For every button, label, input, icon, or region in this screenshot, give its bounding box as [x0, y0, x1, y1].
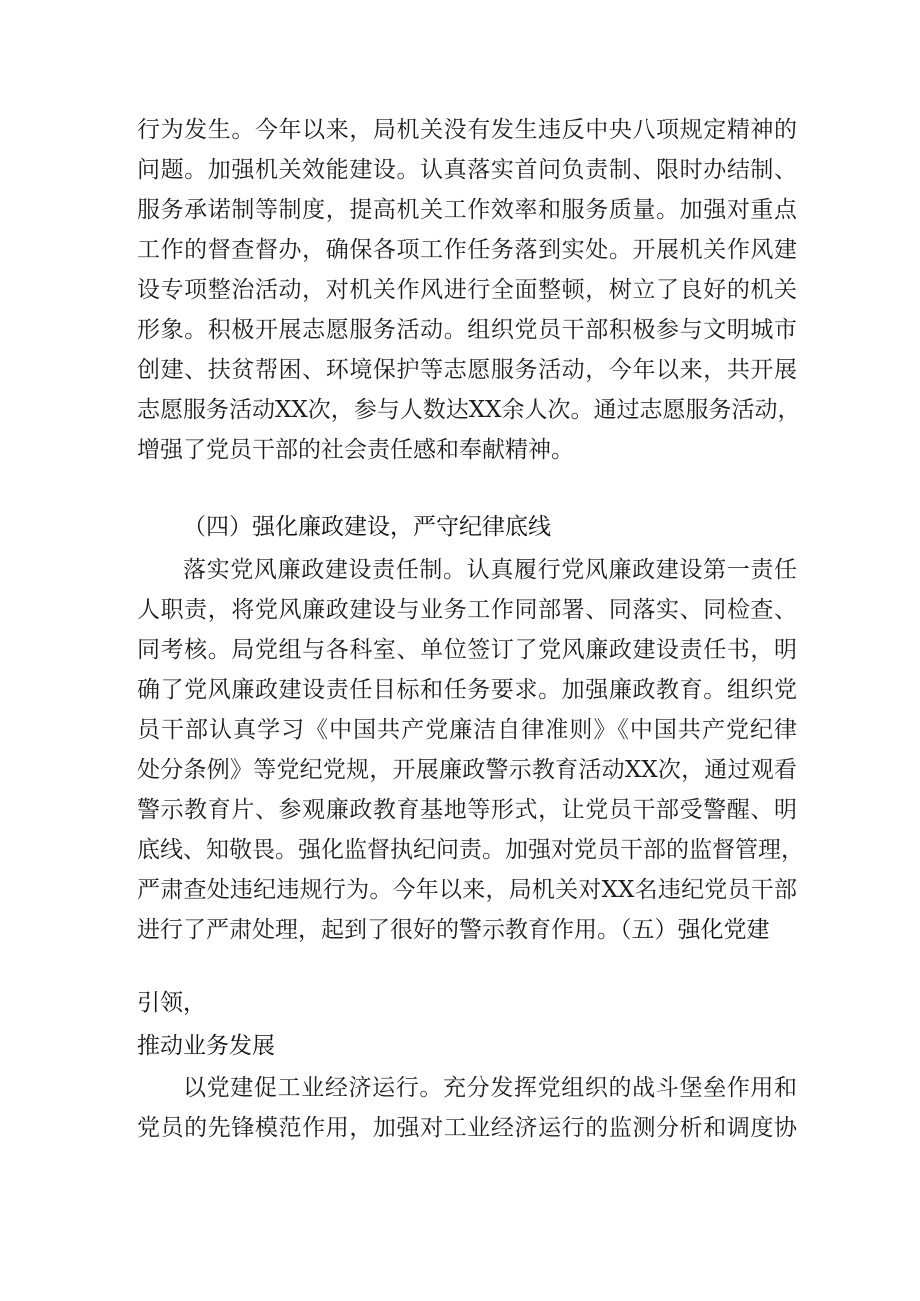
text-line: 警示教育片、参观廉政教育基地等形式，让党员干部受警醒、明	[137, 797, 797, 823]
text-line: 落实党风廉政建设责任制。认真履行党风廉政建设第一责任	[183, 557, 797, 583]
text-line: 确了党风廉政建设责任目标和任务要求。加强廉政教育。组织党	[137, 677, 797, 703]
paragraph-discipline-conduct	[137, 110, 801, 470]
section-heading-5: （五）强化党建	[620, 917, 770, 943]
text-line: 行为发生。今年以来，局机关没有发生违反中央八项规定精神的	[137, 117, 797, 143]
text-line: 设专项整治活动，对机关作风进行全面整顿，树立了良好的机关	[137, 277, 797, 303]
section-heading-5-continued: 引领，	[137, 990, 206, 1016]
text-line: 服务承诺制等制度，提高机关工作效率和服务质量。加强对重点	[137, 197, 797, 223]
section-heading-4: （四）强化廉政建设，严守纪律底线	[183, 514, 551, 540]
text-line: 志愿服务活动XX次，参与人数达XX余人次。通过志愿服务活动，	[137, 397, 801, 423]
text-line: 党员的先锋模范作用，加强对工业经济运行的监测分析和调度协	[137, 1115, 797, 1141]
text-line-with-heading	[137, 910, 797, 950]
text-line: 以党建促工业经济运行。充分发挥党组织的战斗堡垒作用和	[183, 1075, 797, 1101]
text-line: 人职责，将党风廉政建设与业务工作同部署、同落实、同检查、	[137, 597, 797, 623]
text-line: 员干部认真学习《中国共产党廉洁自律准则》《中国共产党纪律	[137, 717, 797, 743]
text-line: 底线、知敬畏。强化监督执纪问责。加强对党员干部的监督管理，	[137, 837, 804, 863]
paragraph-business-development	[137, 1068, 797, 1148]
section-heading-5-continued: 推动业务发展	[137, 1033, 275, 1059]
text-line: 问题。加强机关效能建设。认真落实首问负责制、限时办结制、	[137, 157, 797, 183]
text-line: 创建、扶贫帮困、环境保护等志愿服务活动，今年以来，共开展	[137, 357, 797, 383]
text-line: 增强了党员干部的社会责任感和奉献精神。	[137, 437, 574, 463]
paragraph-integrity	[137, 550, 804, 950]
text-line: 处分条例》等党纪党规，开展廉政警示教育活动XX次，通过观看	[137, 757, 797, 783]
text-line: 形象。积极开展志愿服务活动。组织党员干部积极参与文明城市	[137, 317, 797, 343]
text-line: 工作的督查督办，确保各项工作任务落到实处。开展机关作风建	[137, 237, 797, 263]
text-line: 严肃查处违纪违规行为。今年以来，局机关对XX名违纪党员干部	[137, 877, 797, 903]
text-line: 同考核。局党组与各科室、单位签订了党风廉政建设责任书，明	[137, 637, 797, 663]
text-segment: 进行了严肃处理，起到了很好的警示教育作用。	[137, 917, 620, 943]
